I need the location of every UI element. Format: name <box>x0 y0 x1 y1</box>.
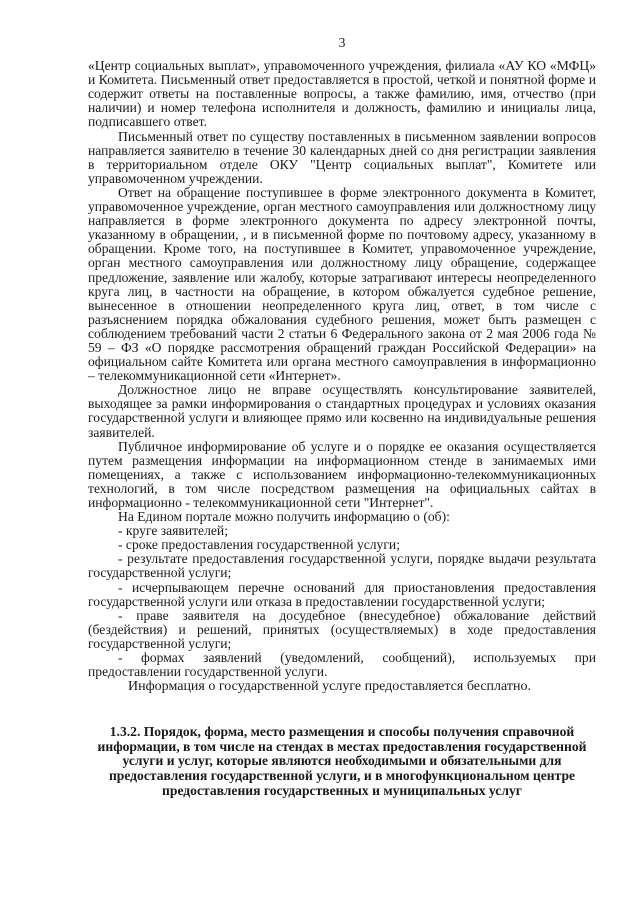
paragraph-public-informing: Публичное информирование об услуге и о порядке ее оказания осуществляется путем размещения информации на информационном стенде в занимаемых ими помещениях, а также с использованием информационно-телекоммуникационных технологий, в том числе посредством размещения на официальных сайтах в информационно - телекоммуникационной сети "Интернет". <box>88 438 596 510</box>
list-item: - формах заявлений (уведомлений, сообщений), используемых при предоставлении государственной услуги. <box>88 650 596 680</box>
paragraph-official-limits: Должностное лицо не вправе осуществлять консультирование заявителей, выходящее за рамки информирования о стандартных процедурах и условиях оказания государственной услуги и влияющее прямо или косвенно на индивидуальные решения заявителей. <box>88 382 596 440</box>
list-intro: На Едином портале можно получить информацию о (об): <box>118 509 450 525</box>
paragraph-written-response-format: «Центр социальных выплат», управомоченного учреждения, филиала «АУ КО «МФЦ» и Комитета. Письменный ответ предоставляется в простой, четкой и понятной форме и содержит ответы на поставленные вопросы, а также фамилию, имя, отчество (при наличии) и номер телефона исполнителя и должность, фамилию и инициалы лица, подписавшего ответ. <box>88 58 596 130</box>
list-item: - круге заявителей; <box>118 523 228 539</box>
list-item: - результате предоставления государственной услуги, порядке выдачи результата государственной услуги; <box>88 551 596 581</box>
paragraph-written-response-deadline: Письменный ответ по существу поставленных в письменном заявлении вопросов направляется заявителю в течение 30 календарных дней со дня регистрации заявления в территориальном отделе ОКУ "Центр социальных выплат", Комитете или управомоченном учреждении. <box>88 128 596 186</box>
info-list <box>88 524 596 679</box>
page-number: 3 <box>338 35 346 50</box>
section-heading: 1.3.2. Порядок, форма, место размещения и способы получения справочной информации, в том числе на стендах в местах предоставления государственной услуги и услуг, которые являются необходимыми и обязательными для предоставления государственной услуги, и в многофункциональном центре предоставления государственных и муниципальных услуг <box>97 724 587 798</box>
document-page <box>88 36 596 798</box>
list-item: - праве заявителя на досудебное (внесудебное) обжалование действий (бездействия) и решений, принятых (осуществляемых) в ходе предоставления государственной услуги; <box>88 607 596 651</box>
list-item: - исчерпывающем перечне оснований для приостановления предоставления государственной услуги или отказа в предоставлении государственной услуги; <box>88 579 596 609</box>
list-item: - сроке предоставления государственной услуги; <box>118 537 400 553</box>
free-of-charge-statement: Информация о государственной услуге предоставляется бесплатно. <box>128 679 531 695</box>
paragraph-electronic-response: Ответ на обращение поступившее в форме электронного документа в Комитет, управомоченное учреждение, орган местного самоуправления или должностному лицу направляется в форме электронного документа по адресу электронной почты, указанному в обращении, , и в письменной форме по почтовому адресу, указанному в обращении. Кроме того, на поступившее в Комитет, управомоченное учреждение, орган местного самоуправления или должностному лицу обращение, содержащее предложение, заявление или жалобу, которые затрагивают интересы неопределенного круга лиц, в частности на обращение, в котором обжалуется судебное решение, вынесенное в отношении неопределенного круга лиц, ответ, в том числе с разъяснением порядка обжалования судебного решения, может быть размещен с соблюдением требований части 2 статьи 6 Федерального закона от 2 мая 2006 года № 59 – ФЗ «О порядке рассмотрения обращений граждан Российской Федерации» на официальном сайте Комитета или органа местного самоуправления в информационно – телекоммуникационной сети «Интернет». <box>88 184 596 384</box>
